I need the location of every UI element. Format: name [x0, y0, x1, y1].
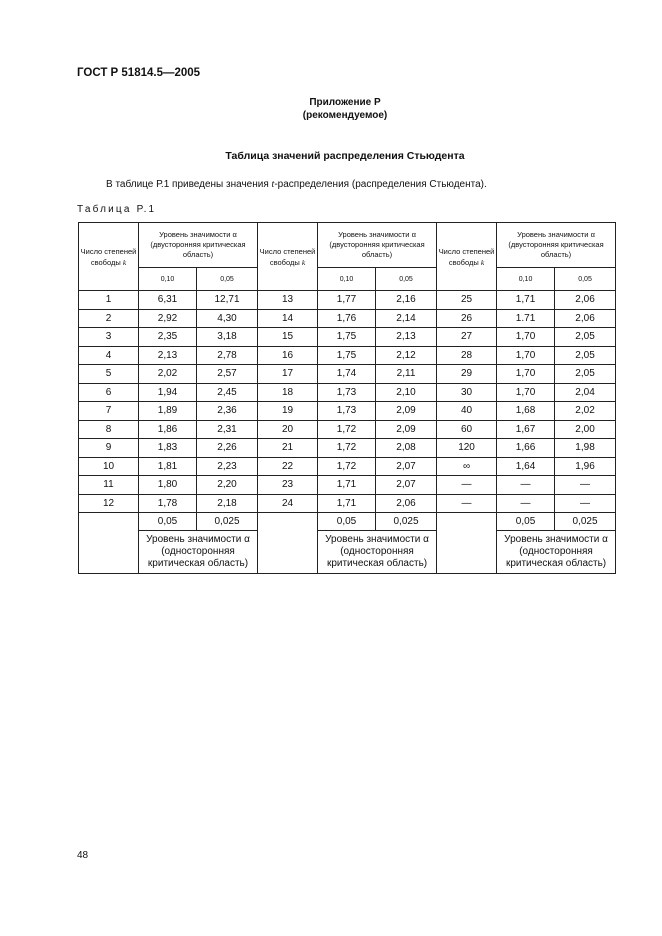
- table-cell-value: 6,31: [139, 291, 197, 310]
- header-k-label: Число степеней свободы: [80, 246, 137, 267]
- table-cell-value: 2,06: [555, 291, 616, 310]
- table-cell-value: 2,02: [139, 365, 197, 384]
- table-cell-value: 2,04: [555, 383, 616, 402]
- header-level-two-sided: Уровень значимости α (двусторонняя критическая область): [139, 223, 258, 268]
- table-cell-value: 1,77: [318, 291, 376, 310]
- table-cell-value: 1,70: [497, 328, 555, 347]
- header-level-two-sided: Уровень значимости α (двусторонняя критическая область): [497, 223, 616, 268]
- footer-alpha-0025: 0,025: [555, 513, 616, 531]
- table-cell-value: 2,10: [376, 383, 437, 402]
- table-cell-k: 2: [79, 309, 139, 328]
- table-cell-value: 2,78: [197, 346, 258, 365]
- annex-status: (рекомендуемое): [302, 110, 388, 121]
- header-alpha-010: 0,10: [139, 268, 197, 291]
- table-cell-value: 1,76: [318, 309, 376, 328]
- table-cell-value: 2,05: [555, 328, 616, 347]
- table-cell-k: 10: [79, 457, 139, 476]
- table-cell-value: 1,67: [497, 420, 555, 439]
- footer-empty-cell: [437, 513, 497, 574]
- header-k-var: k: [301, 257, 306, 267]
- footer-empty-cell: [79, 513, 139, 574]
- table-cell-value: 1,83: [139, 439, 197, 458]
- table-cell-k: 7: [79, 402, 139, 421]
- intro-text-after: -распределения (распределения Стьюдента).: [274, 179, 487, 190]
- table-row: [79, 439, 616, 458]
- table-cell-value: 2,05: [555, 346, 616, 365]
- table-cell-k: 12: [79, 494, 139, 513]
- intro-variable: t: [271, 179, 275, 190]
- table-cell-value: 2,05: [555, 365, 616, 384]
- table-cell-k: 4: [79, 346, 139, 365]
- page-number: 48: [77, 850, 89, 861]
- table-cell-value: 1,70: [497, 346, 555, 365]
- table-cell-value: 2,26: [197, 439, 258, 458]
- table-body: [79, 291, 616, 513]
- table-cell-value: 2,09: [376, 402, 437, 421]
- table-cell-value: 1,71: [497, 291, 555, 310]
- table-cell-value: 3,18: [197, 328, 258, 347]
- table-cell-k: 30: [437, 383, 497, 402]
- header-k-var: k: [480, 257, 485, 267]
- table-cell-value: 2,06: [555, 309, 616, 328]
- table-cell-value: 1,66: [497, 439, 555, 458]
- header-k-label: Число степеней свободы: [438, 246, 495, 267]
- table-cell-k: 17: [258, 365, 318, 384]
- table-cell-value: 1,72: [318, 439, 376, 458]
- table-cell-value: 1,71: [318, 494, 376, 513]
- table-header: [79, 223, 616, 291]
- student-t-table: [78, 222, 616, 574]
- table-cell-value: 1,86: [139, 420, 197, 439]
- table-row: [79, 494, 616, 513]
- annex-title: Приложение Р: [309, 97, 381, 108]
- table-row: [79, 420, 616, 439]
- table-cell-k: 8: [79, 420, 139, 439]
- table-row: [79, 383, 616, 402]
- table-cell-value: 1,71: [318, 476, 376, 495]
- table-cell-value: —: [555, 476, 616, 495]
- intro-paragraph: [106, 179, 487, 190]
- table-cell-k: 6: [79, 383, 139, 402]
- header-degrees-of-freedom: [437, 223, 497, 291]
- table-cell-k: 19: [258, 402, 318, 421]
- table-cell-k: 23: [258, 476, 318, 495]
- table-cell-value: 2,23: [197, 457, 258, 476]
- table-cell-k: 9: [79, 439, 139, 458]
- table-footer: [79, 513, 616, 574]
- table-cell-value: 1,73: [318, 402, 376, 421]
- table-cell-value: 2,06: [376, 494, 437, 513]
- table-cell-value: 1,72: [318, 420, 376, 439]
- header-k-var: k: [122, 257, 127, 267]
- header-level-two-sided: Уровень значимости α (двусторонняя критическая область): [318, 223, 437, 268]
- table-cell-k: 3: [79, 328, 139, 347]
- table-cell-k: 22: [258, 457, 318, 476]
- table-cell-k: 20: [258, 420, 318, 439]
- table-cell-value: 1.71: [497, 309, 555, 328]
- table-cell-k: 11: [79, 476, 139, 495]
- table-cell-k: 13: [258, 291, 318, 310]
- table-cell-value: 2,92: [139, 309, 197, 328]
- header-alpha-005: 0,05: [197, 268, 258, 291]
- footer-level-one-sided: Уровень значимости α (односторонняя критическая область): [318, 531, 437, 574]
- table-cell-k: 15: [258, 328, 318, 347]
- table-cell-value: 2,13: [376, 328, 437, 347]
- table-cell-value: 2,08: [376, 439, 437, 458]
- table-cell-value: 2,18: [197, 494, 258, 513]
- table-cell-value: 1,70: [497, 365, 555, 384]
- table-cell-value: 2,11: [376, 365, 437, 384]
- table-cell-value: 1,94: [139, 383, 197, 402]
- table-cell-value: —: [497, 494, 555, 513]
- footer-level-one-sided: Уровень значимости α (односторонняя критическая область): [497, 531, 616, 574]
- table-cell-value: 4,30: [197, 309, 258, 328]
- header-degrees-of-freedom: [258, 223, 318, 291]
- table-caption: Таблица Р.1: [77, 204, 157, 215]
- document-header: ГОСТ Р 51814.5—2005: [77, 67, 201, 79]
- table-cell-value: 2,00: [555, 420, 616, 439]
- header-alpha-010: 0,10: [497, 268, 555, 291]
- table-cell-value: 2,13: [139, 346, 197, 365]
- table-cell-value: 2,09: [376, 420, 437, 439]
- table-cell-k: 120: [437, 439, 497, 458]
- table-cell-k: —: [437, 476, 497, 495]
- table-cell-value: 2,20: [197, 476, 258, 495]
- table-cell-k: 26: [437, 309, 497, 328]
- table-row: [79, 346, 616, 365]
- header-alpha-010: 0,10: [318, 268, 376, 291]
- table-cell-k: 21: [258, 439, 318, 458]
- table-cell-k: 5: [79, 365, 139, 384]
- table-cell-value: 1,64: [497, 457, 555, 476]
- table-cell-value: 1,78: [139, 494, 197, 513]
- table-cell-value: 1,75: [318, 346, 376, 365]
- table-cell-k: 25: [437, 291, 497, 310]
- table-cell-value: 1,80: [139, 476, 197, 495]
- header-degrees-of-freedom: [79, 223, 139, 291]
- table-cell-k: 27: [437, 328, 497, 347]
- table-row: [79, 402, 616, 421]
- table-cell-k: 40: [437, 402, 497, 421]
- table-cell-value: 1,89: [139, 402, 197, 421]
- table-cell-value: 1,73: [318, 383, 376, 402]
- table-cell-value: 12,71: [197, 291, 258, 310]
- footer-alpha-0025: 0,025: [376, 513, 437, 531]
- header-alpha-005: 0,05: [555, 268, 616, 291]
- intro-text-before: В таблице Р.1 приведены значения: [106, 179, 272, 190]
- table-cell-k: ∞: [437, 457, 497, 476]
- table-cell-value: 1,96: [555, 457, 616, 476]
- table-row: [79, 291, 616, 310]
- header-k-label: Число степеней свободы: [259, 246, 316, 267]
- table-cell-value: 2,16: [376, 291, 437, 310]
- footer-alpha-0025: 0,025: [197, 513, 258, 531]
- table-cell-k: 29: [437, 365, 497, 384]
- table-cell-k: 60: [437, 420, 497, 439]
- footer-alpha-005: 0,05: [497, 513, 555, 531]
- table-cell-k: 1: [79, 291, 139, 310]
- table-row: [79, 365, 616, 384]
- table-cell-k: 14: [258, 309, 318, 328]
- table-cell-k: 16: [258, 346, 318, 365]
- footer-alpha-005: 0,05: [139, 513, 197, 531]
- table-cell-k: —: [437, 494, 497, 513]
- table-cell-value: 1,75: [318, 328, 376, 347]
- table-cell-k: 28: [437, 346, 497, 365]
- table-cell-value: 2,02: [555, 402, 616, 421]
- table-cell-value: 1,81: [139, 457, 197, 476]
- table-cell-value: 2,07: [376, 476, 437, 495]
- table-cell-value: 2,31: [197, 420, 258, 439]
- footer-empty-cell: [258, 513, 318, 574]
- table-cell-value: 2,45: [197, 383, 258, 402]
- footer-level-one-sided: Уровень значимости α (односторонняя критическая область): [139, 531, 258, 574]
- table-cell-value: 2,36: [197, 402, 258, 421]
- table-row: [79, 328, 616, 347]
- footer-alpha-005: 0,05: [318, 513, 376, 531]
- header-alpha-005: 0,05: [376, 268, 437, 291]
- table-cell-value: —: [555, 494, 616, 513]
- table-cell-value: 1,74: [318, 365, 376, 384]
- table-row: [79, 476, 616, 495]
- table-cell-k: 18: [258, 383, 318, 402]
- table-cell-value: 2,35: [139, 328, 197, 347]
- section-title: Таблица значений распределения Стьюдента: [225, 150, 465, 162]
- table-cell-value: 2,57: [197, 365, 258, 384]
- table-cell-value: 2,07: [376, 457, 437, 476]
- annex-heading: [0, 96, 662, 122]
- table-cell-value: 1,98: [555, 439, 616, 458]
- table-cell-value: 1,72: [318, 457, 376, 476]
- table-row: [79, 309, 616, 328]
- table-cell-value: —: [497, 476, 555, 495]
- table-row: [79, 457, 616, 476]
- table-cell-k: 24: [258, 494, 318, 513]
- table-cell-value: 2,12: [376, 346, 437, 365]
- table-cell-value: 1,70: [497, 383, 555, 402]
- table-cell-value: 2,14: [376, 309, 437, 328]
- table-cell-value: 1,68: [497, 402, 555, 421]
